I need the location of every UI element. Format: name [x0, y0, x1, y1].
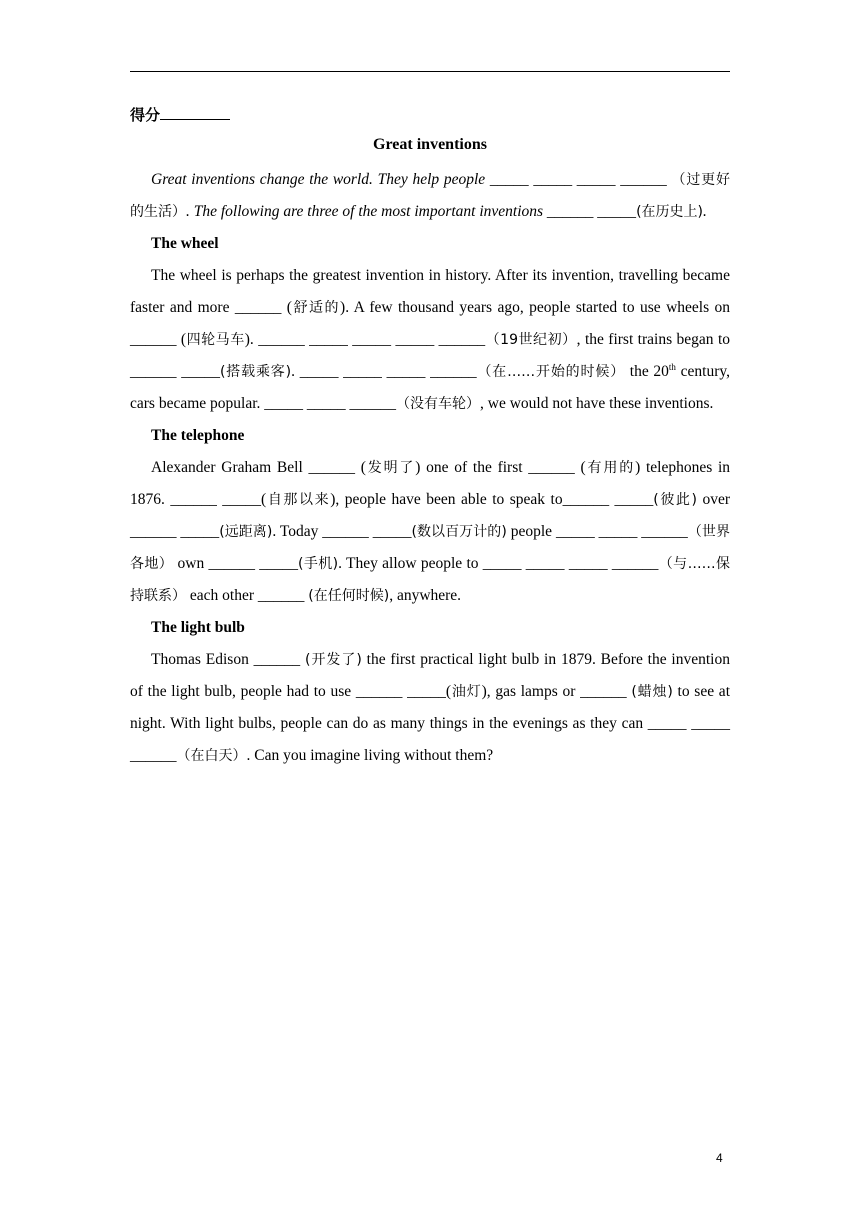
intro-hint-1: （过更好的生活） [130, 172, 730, 220]
header-rule [130, 71, 730, 72]
wheel-text-1: The wheel is perhaps the greatest invention in history. After its invention, travelling became faster and more ______ ( [130, 267, 730, 316]
page-number: 4 [716, 1151, 723, 1165]
telephone-text-1: Alexander Graham Bell ______ ( [151, 459, 366, 476]
worksheet-content [130, 164, 730, 772]
telephone-hint-7: （世界各地） [130, 524, 730, 572]
telephone-text-4: ), people have been able to speak to______ _____ [330, 491, 654, 508]
wheel-text-3: ). ______ _____ _____ _____ ______ [244, 331, 486, 348]
telephone-hint-9: （与……保持联系） [130, 556, 730, 604]
wheel-paragraph [130, 260, 730, 420]
telephone-text-5: over ______ _____ [130, 491, 730, 540]
telephone-text-10: each other ______ [186, 587, 309, 604]
section-heading-wheel: The wheel [151, 235, 219, 252]
lightbulb-text-1: Thomas Edison ______ [151, 651, 306, 668]
telephone-hint-6: (数以百万计的) [411, 524, 507, 540]
intro-text-1: Great inventions change the world. They help people _____ _____ _____ ______ [151, 171, 672, 188]
wheel-text-7: century, cars became popular. _____ _____ ______ [130, 363, 731, 412]
wheel-text-8: , we would not have these inventions. [480, 395, 714, 412]
telephone-hint-2: 有用的 [585, 460, 636, 476]
wheel-text-4: , the first trains began to ______ _____ [130, 331, 731, 380]
wheel-text-2: ). A few thousand years ago, people started to use wheels on ______ ( [130, 299, 731, 348]
score-blank[interactable] [160, 105, 230, 120]
telephone-hint-1: 发明了 [365, 460, 416, 476]
telephone-hint-3: 自那以来 [266, 492, 331, 508]
telephone-text-8: own ______ _____ [173, 555, 298, 572]
telephone-text-3: ) telephones in 1876. ______ _____( [130, 459, 731, 508]
wheel-hint-5: （在……开始的时候） [476, 364, 626, 380]
lightbulb-text-5: . Can you imagine living without them? [246, 747, 494, 764]
wheel-superscript: th [668, 361, 676, 372]
lightbulb-text-4: to see at night. With light bulbs, people can do as many things in the evenings as they can _____ _____ ______ [130, 683, 730, 764]
lightbulb-hint-4: （在白天） [176, 748, 247, 764]
wheel-text-5: . _____ _____ _____ ______ [291, 363, 477, 380]
telephone-hint-10: (在任何时候) [308, 588, 390, 604]
lightbulb-hint-2: 油灯 [451, 684, 482, 700]
intro-paragraph [130, 164, 730, 228]
wheel-hint-2: 四轮马车 [186, 332, 245, 348]
lightbulb-hint-3: (蜡烛) [631, 684, 673, 700]
telephone-text-11: , anywhere. [389, 587, 462, 604]
telephone-text-7: people _____ _____ ______ [506, 523, 688, 540]
wheel-text-6: the 20 [625, 363, 669, 380]
telephone-text-9: . They allow people to _____ _____ _____ ______ [338, 555, 659, 572]
intro-text-3: . [703, 203, 707, 220]
wheel-hint-1: 舒适的 [291, 300, 341, 316]
wheel-hint-3: （19世纪初） [485, 332, 577, 348]
wheel-hint-4: (搭载乘客) [219, 364, 292, 380]
telephone-hint-5: (远距离) [219, 524, 273, 540]
lightbulb-text-2: the first practical light bulb in 1879. Before the invention of the light bulb, people had to use ______ _____( [130, 651, 730, 700]
section-heading-telephone: The telephone [151, 427, 245, 444]
telephone-hint-4: (彼此) [653, 492, 697, 508]
lightbulb-hint-1: (开发了) [305, 652, 362, 668]
telephone-paragraph [130, 452, 730, 612]
telephone-text-6: . Today ______ _____ [272, 523, 412, 540]
telephone-hint-8: (手机) [298, 556, 339, 572]
score-field [130, 104, 230, 125]
lightbulb-text-3: ), gas lamps or ______ [481, 683, 632, 700]
telephone-text-2: ) one of the first ______ ( [415, 459, 586, 476]
section-heading-lightbulb: The light bulb [151, 619, 245, 636]
worksheet-title: Great inventions [373, 136, 487, 153]
intro-text-2: . The following are three of the most important inventions ______ _____ [186, 203, 637, 220]
wheel-hint-6: （没有车轮） [396, 396, 481, 412]
score-label: 得分 [130, 106, 161, 124]
intro-hint-2: (在历史上) [636, 204, 703, 220]
lightbulb-paragraph [130, 644, 730, 772]
